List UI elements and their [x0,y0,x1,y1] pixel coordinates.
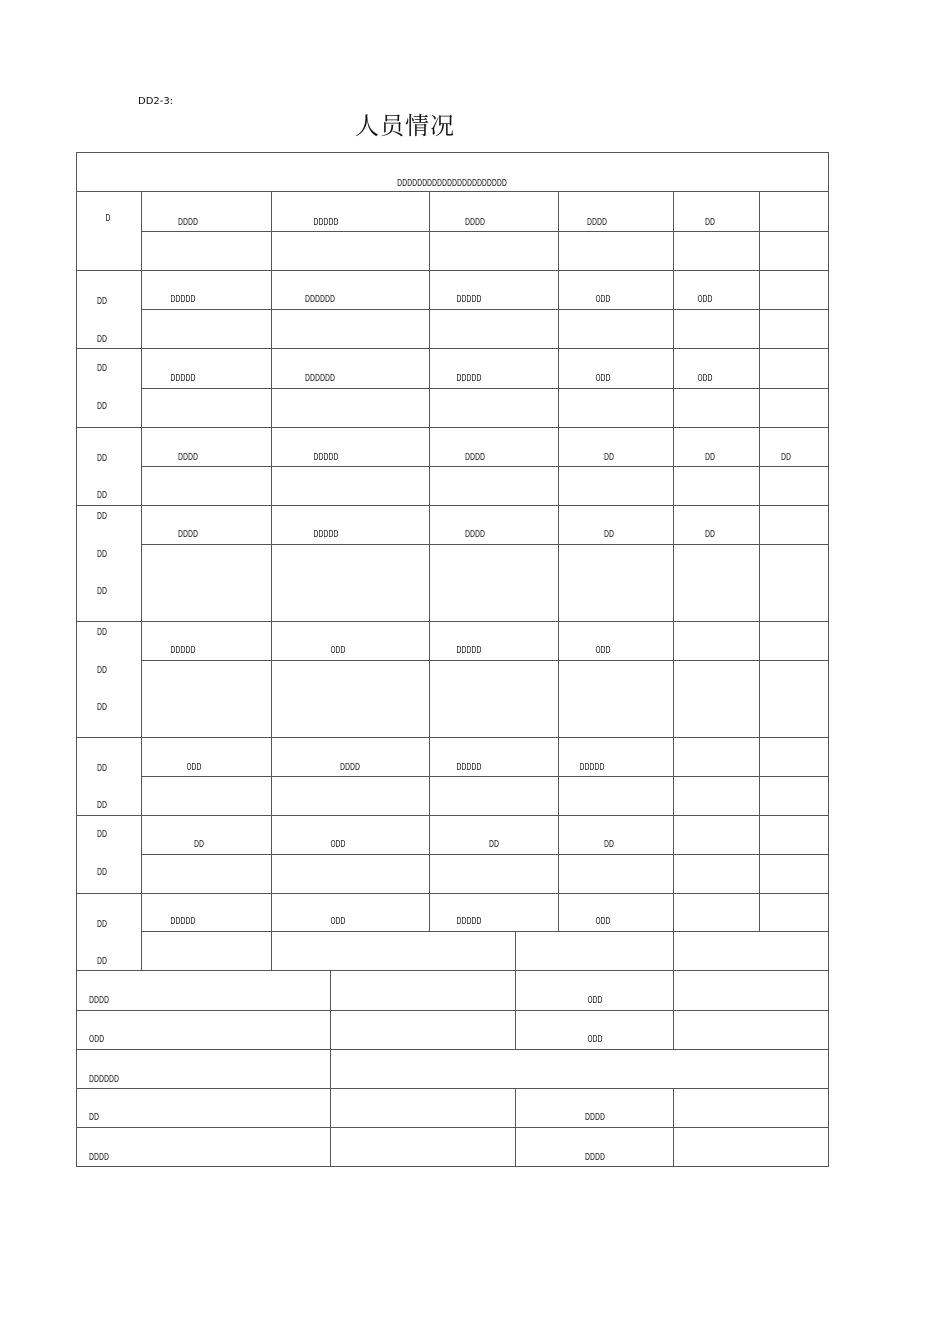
doc-code: DD2-3: [138,96,174,107]
row3-col5-label: ODD [697,373,713,384]
row9-col3-label: DDDDD [456,916,482,927]
row6-left-label-2: DD [97,665,107,676]
page-title: 人员情况 [355,112,455,140]
row3-col1-label: DDDDD [170,373,196,384]
row4-left-label-2: DD [97,490,107,501]
row3-col3-label: DDDDD [456,373,482,384]
footer-row3-left-label: DDDDDD [89,1074,119,1085]
row2-col5-label: ODD [697,294,713,305]
row4-col3-label: DDDD [465,452,485,463]
row8-col3-label: DD [489,839,499,850]
footer-row1-mid-label: ODD [587,995,603,1006]
row6-left-label-1: DD [97,627,107,638]
row6-left-label-3: DD [97,702,107,713]
table-header-label: DDDDDDDDDDDDDDDDDDDDDD [397,178,507,189]
footer-row1-left-label: DDDD [89,995,109,1006]
row2-left-label-1: DD [97,296,107,307]
row9-col1-label: DDDDD [170,916,196,927]
row9-left-label-2: DD [97,956,107,967]
row1-col2-label: DDDDD [313,217,339,228]
row8-col4-label: DD [604,839,614,850]
footer-row4-left-label: DD [89,1112,99,1123]
row2-col2-label: DDDDDD [305,294,335,305]
row2-col3-label: DDDDD [456,294,482,305]
row9-left-label-1: DD [97,919,107,930]
row3-left-label-2: DD [97,401,107,412]
row6-col3-label: DDDDD [456,645,482,656]
row5-left-label-2: DD [97,549,107,560]
footer-row5-left-label: DDDD [89,1152,109,1163]
row5-left-label-1: DD [97,511,107,522]
row7-left-label-1: DD [97,763,107,774]
row4-col5-label: DD [705,452,715,463]
row7-col3-label: DDDDD [456,762,482,773]
row2-col4-label: ODD [595,294,611,305]
row4-col6-label: DD [781,452,791,463]
row3-col2-label: DDDDDD [305,373,335,384]
footer-row5-mid-label: DDDD [585,1152,605,1163]
row8-left-label-1: DD [97,829,107,840]
row1-left-label: D [105,213,111,224]
row1-col1-label: DDDD [178,217,198,228]
row7-col4-label: DDDDD [579,762,605,773]
row8-col2-label: ODD [330,839,346,850]
row1-col5-label: DD [705,217,715,228]
row8-left-label-2: DD [97,867,107,878]
row6-col1-label: DDDDD [170,645,196,656]
footer-row4-mid-label: DDDD [585,1112,605,1123]
row7-left-label-2: DD [97,800,107,811]
row9-col4-label: ODD [595,916,611,927]
row6-col4-label: ODD [595,645,611,656]
row5-col5-label: DD [705,529,715,540]
row6-col2-label: ODD [330,645,346,656]
row5-col2-label: DDDDD [313,529,339,540]
row2-col1-label: DDDDD [170,294,196,305]
row5-col4-label: DD [604,529,614,540]
row4-col2-label: DDDDD [313,452,339,463]
row5-col1-label: DDDD [178,529,198,540]
row2-left-label-2: DD [97,334,107,345]
row4-left-label-1: DD [97,453,107,464]
row3-left-label-1: DD [97,363,107,374]
row4-col1-label: DDDD [178,452,198,463]
row5-left-label-3: DD [97,586,107,597]
row3-col4-label: ODD [595,373,611,384]
row9-col2-label: ODD [330,916,346,927]
row1-col3-label: DDDD [465,217,485,228]
row8-col1-label: DD [194,839,204,850]
footer-row2-left-label: ODD [89,1034,105,1045]
row7-col2-label: DDDD [340,762,360,773]
row5-col3-label: DDDD [465,529,485,540]
row4-col4-label: DD [604,452,614,463]
row1-col4-label: DDDD [587,217,607,228]
footer-row2-mid-label: ODD [587,1034,603,1045]
row7-col1-label: ODD [186,762,202,773]
